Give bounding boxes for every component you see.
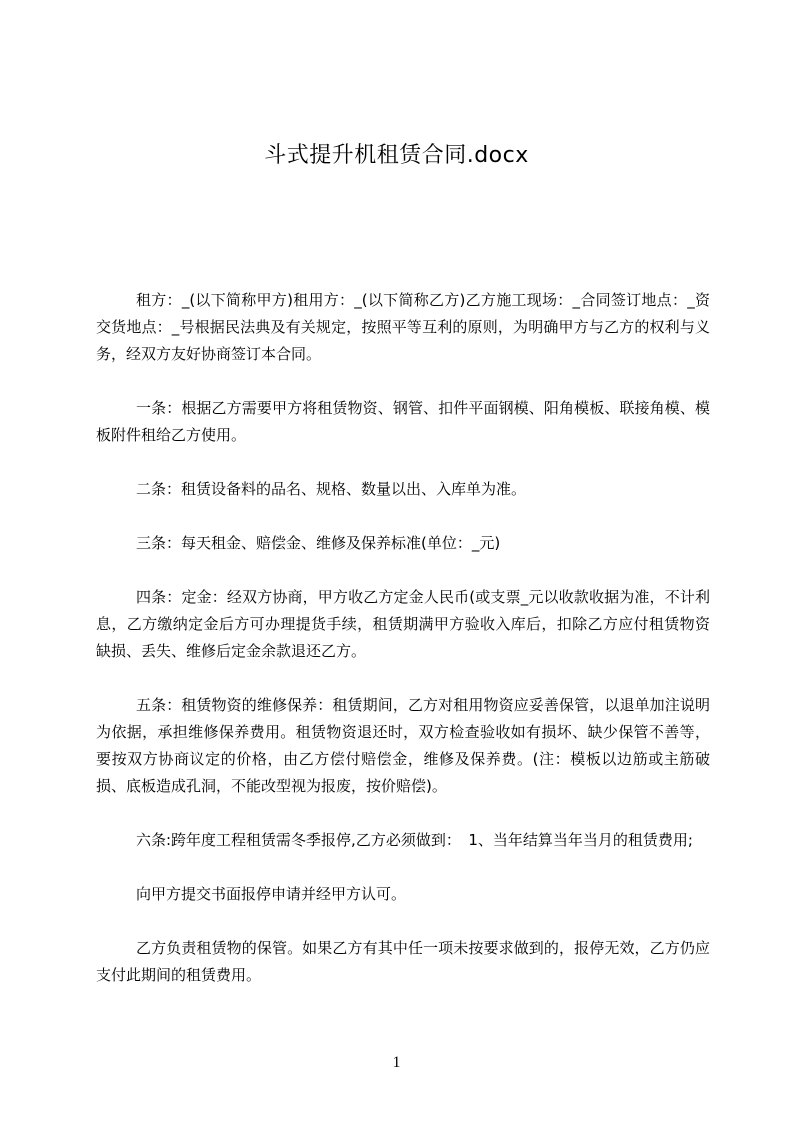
paragraph-article-5: 五条：租赁物资的维修保养：租赁期间，乙方对租用物资应妥善保管，以退单加注说明为依据，承担维修保养费用。租赁物资退还时，双方检查验收如有损坏、缺少保管不善等，要按双方协商议定的价格，由乙方偿付赔偿金，维修及保养费。(注：模板以边筋或主筋破损、底板造成孔洞，不能改型视为报废，按价赔偿)。: [96, 696, 710, 795]
paragraph-article-3: 三条：每天租金、赔偿金、维修及保养标准(单位：_元): [136, 534, 501, 552]
document-title: 斗式提升机租赁合同.docx: [264, 143, 529, 168]
paragraph-preamble: 租方：_(以下简称甲方)租用方：_(以下简称乙方)乙方施工现场：_合同签订地点：_资交货地点：_号根据民法典及有关规定，按照平等互利的原则，为明确甲方与乙方的权利与义务，经双方友好协商签订本合同。: [96, 291, 710, 363]
page-number: 1: [392, 1054, 401, 1071]
paragraph-article-1: 一条：根据乙方需要甲方将租赁物资、钢管、扣件平面钢模、阳角模板、联接角模、模板附件租给乙方使用。: [96, 399, 710, 444]
paragraph-article-2: 二条：租赁设备料的品名、规格、数量以出、入库单为准。: [136, 480, 527, 498]
paragraph-custody: 乙方负责租赁物的保管。如果乙方有其中任一项未按要求做到的，报停无效，乙方仍应支付此期间的租赁费用。: [96, 939, 710, 984]
paragraph-article-6: 六条:跨年度工程租赁需冬季报停,乙方必须做到： 1、当年结算当年当月的租赁费用;: [136, 831, 693, 849]
paragraph-article-4: 四条：定金：经双方协商，甲方收乙方定金人民币(或支票_元以收款收据为准，不计利息，乙方缴纳定金后方可办理提货手续，租赁期满甲方验收入库后，扣除乙方应付租赁物资缺损、丢失、维修后定金余款退还乙方。: [96, 588, 710, 660]
document-body: [96, 287, 710, 1016]
paragraph-report-request: 向甲方提交书面报停申请并经甲方认可。: [136, 885, 407, 903]
